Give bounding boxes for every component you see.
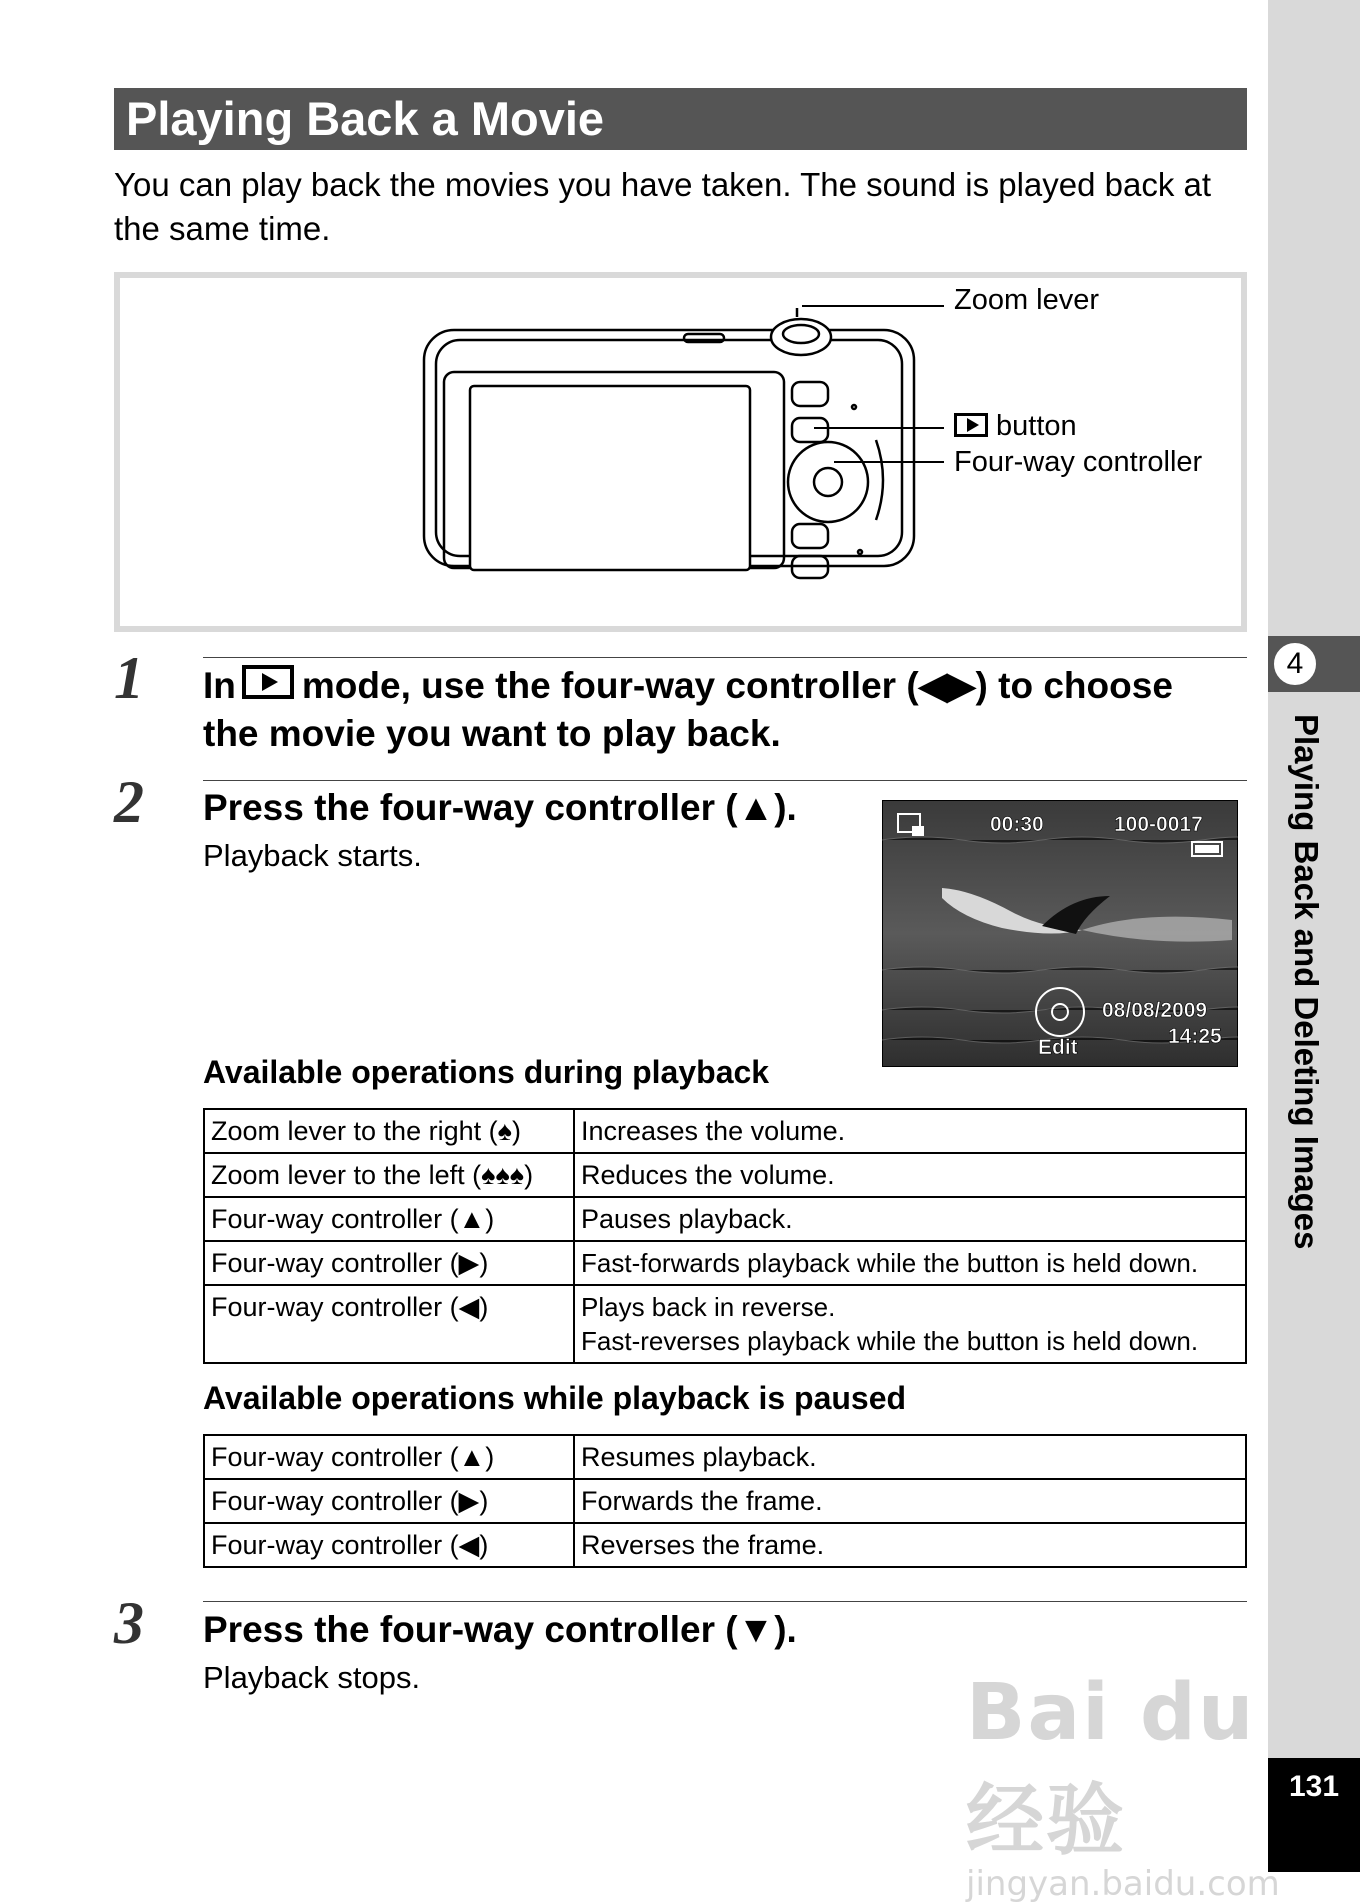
page-title: Playing Back a Movie — [126, 92, 605, 145]
chapter-title: Playing Back and Deleting Images — [1288, 714, 1325, 1250]
table-cell: Four-way controller (◀) — [204, 1285, 574, 1363]
step-2-text: Press the four-way controller (▲). — [203, 787, 797, 828]
playback-mode-icon — [242, 665, 294, 699]
step-3-result: Playback stops. — [203, 1660, 421, 1695]
table-cell: Four-way controller (◀) — [204, 1523, 574, 1567]
table-row — [204, 1197, 1246, 1241]
table-row — [204, 1523, 1246, 1567]
step-2-number: 2 — [114, 769, 144, 835]
step-1-rule — [203, 657, 1247, 658]
step-3-text: Press the four-way controller (▼). — [203, 1609, 797, 1650]
step-2-result: Playback starts. — [203, 838, 422, 873]
table-cell: Resumes playback. — [574, 1435, 1246, 1479]
watermark — [966, 1668, 1360, 1904]
paused-ops-heading: Available operations while playback is paused — [203, 1380, 907, 1416]
table-row — [204, 1435, 1246, 1479]
screen-date: 08/08/2009 — [1102, 999, 1208, 1022]
table-cell: Zoom lever to the left (♠♠♠) — [204, 1153, 574, 1197]
screen-time: 00:30 — [990, 813, 1044, 836]
step-3-rule — [203, 1601, 1247, 1602]
intro-text: You can play back the movies you have taken. The sound is played back at the same time. — [114, 166, 1212, 247]
step-3-number: 3 — [114, 1590, 144, 1656]
table-cell: Four-way controller (▲) — [204, 1197, 574, 1241]
playback-button-label: button — [954, 410, 1077, 443]
table-cell: Reverses the frame. — [574, 1523, 1246, 1567]
playback-icon — [954, 413, 988, 437]
table-row — [204, 1479, 1246, 1523]
playback-ops-table — [203, 1108, 1247, 1364]
watermark-url: jingyan.baidu.com — [966, 1864, 1280, 1904]
table-row — [204, 1285, 1246, 1363]
playback-ops-heading: Available operations during playback — [203, 1054, 770, 1090]
table-row — [204, 1109, 1246, 1153]
four-way-controller-label: Four-way controller — [954, 446, 1203, 478]
screen-clock: 14:25 — [1168, 1025, 1222, 1048]
step-1-text: In mode, use the four-way controller (◀▶) to choose the movie you want to play back. — [203, 665, 1173, 754]
paused-ops-table — [203, 1434, 1247, 1568]
table-cell: Fast-forwards playback while the button is held down. — [574, 1241, 1246, 1285]
zoom-lever-label: Zoom lever — [954, 284, 1100, 316]
table-cell: Four-way controller (▶) — [204, 1479, 574, 1523]
screen-edit-label: Edit — [1038, 1036, 1078, 1059]
chapter-number: 4 — [1272, 641, 1318, 687]
table-cell: Zoom lever to the right (♠) — [204, 1109, 574, 1153]
page-number: 131 — [1288, 1770, 1340, 1803]
watermark-logo-text: Bai du 经验 — [966, 1668, 1256, 1866]
step-2-rule — [203, 780, 1247, 781]
table-cell: Plays back in reverse. Fast-reverses playback while the button is held down. — [574, 1285, 1246, 1363]
screen-file-number: 100-0017 — [1114, 813, 1203, 836]
table-cell: Forwards the frame. — [574, 1479, 1246, 1523]
table-cell: Reduces the volume. — [574, 1153, 1246, 1197]
table-row — [204, 1241, 1246, 1285]
table-row — [204, 1153, 1246, 1197]
table-cell: Four-way controller (▲) — [204, 1435, 574, 1479]
step-1-number: 1 — [114, 645, 144, 711]
table-cell: Pauses playback. — [574, 1197, 1246, 1241]
table-cell: Four-way controller (▶) — [204, 1241, 574, 1285]
playback-screen-image — [882, 800, 1238, 1067]
table-cell: Increases the volume. — [574, 1109, 1246, 1153]
